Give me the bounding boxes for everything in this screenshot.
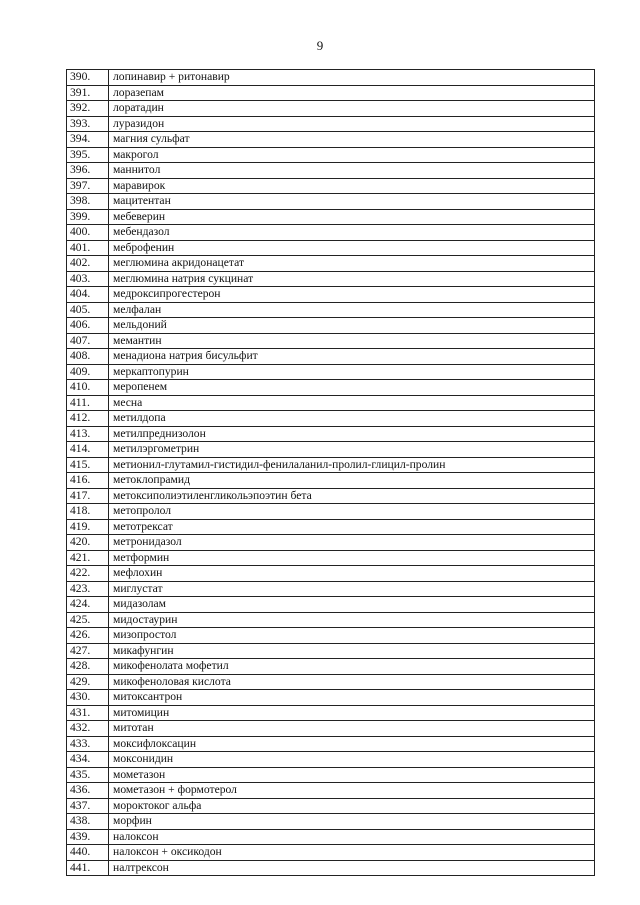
row-number-cell: 409. (67, 364, 109, 380)
row-number-cell: 423. (67, 581, 109, 597)
row-number-cell: 400. (67, 225, 109, 241)
drug-name-cell: метоклопрамид (109, 473, 595, 489)
row-number-cell: 407. (67, 333, 109, 349)
drug-name-cell: мебеверин (109, 209, 595, 225)
table-row (67, 659, 595, 675)
table-row (67, 674, 595, 690)
drug-name-cell: моксифлоксацин (109, 736, 595, 752)
table-row (67, 829, 595, 845)
table-row (67, 845, 595, 861)
table-row (67, 147, 595, 163)
drug-name-cell: маравирок (109, 178, 595, 194)
drug-name-cell: метформин (109, 550, 595, 566)
row-number-cell: 392. (67, 101, 109, 117)
drug-name-cell: митоксантрон (109, 690, 595, 706)
row-number-cell: 402. (67, 256, 109, 272)
row-number-cell: 431. (67, 705, 109, 721)
row-number-cell: 424. (67, 597, 109, 613)
table-row (67, 814, 595, 830)
table-row (67, 132, 595, 148)
row-number-cell: 411. (67, 395, 109, 411)
row-number-cell: 408. (67, 349, 109, 365)
row-number-cell: 397. (67, 178, 109, 194)
row-number-cell: 441. (67, 860, 109, 876)
drug-name-cell: миглустат (109, 581, 595, 597)
drug-name-cell: макрогол (109, 147, 595, 163)
drug-name-cell: мебендазол (109, 225, 595, 241)
row-number-cell: 410. (67, 380, 109, 396)
drug-name-cell: метионил-глутамил-гистидил-фенилаланил-пролил-глицил-пролин (109, 457, 595, 473)
drug-name-cell: налтрексон (109, 860, 595, 876)
row-number-cell: 412. (67, 411, 109, 427)
drug-name-cell: моксонидин (109, 752, 595, 768)
row-number-cell: 418. (67, 504, 109, 520)
drug-name-cell: мацитентан (109, 194, 595, 210)
drug-name-cell: мидазолам (109, 597, 595, 613)
table-row (67, 535, 595, 551)
row-number-cell: 399. (67, 209, 109, 225)
drug-name-cell: мельдоний (109, 318, 595, 334)
drug-name-cell: лоразепам (109, 85, 595, 101)
drug-list-table (66, 69, 595, 876)
drug-name-cell: медроксипрогестерон (109, 287, 595, 303)
table-row (67, 798, 595, 814)
table-row (67, 519, 595, 535)
table-row (67, 178, 595, 194)
table-row (67, 256, 595, 272)
drug-name-cell: магния сульфат (109, 132, 595, 148)
drug-name-cell: митотан (109, 721, 595, 737)
table-row (67, 395, 595, 411)
drug-name-cell: метотрексат (109, 519, 595, 535)
table-row (67, 116, 595, 132)
row-number-cell: 417. (67, 488, 109, 504)
drug-name-cell: менадиона натрия бисульфит (109, 349, 595, 365)
table-row (67, 783, 595, 799)
drug-name-cell: мелфалан (109, 302, 595, 318)
table-row (67, 380, 595, 396)
drug-name-cell: метронидазол (109, 535, 595, 551)
row-number-cell: 413. (67, 426, 109, 442)
drug-name-cell: мизопростол (109, 628, 595, 644)
row-number-cell: 421. (67, 550, 109, 566)
table-row (67, 721, 595, 737)
row-number-cell: 416. (67, 473, 109, 489)
table-row (67, 597, 595, 613)
drug-name-cell: меброфенин (109, 240, 595, 256)
drug-name-cell: метилдопа (109, 411, 595, 427)
row-number-cell: 438. (67, 814, 109, 830)
table-row (67, 442, 595, 458)
row-number-cell: 405. (67, 302, 109, 318)
drug-name-cell: морфин (109, 814, 595, 830)
table-row (67, 457, 595, 473)
row-number-cell: 435. (67, 767, 109, 783)
row-number-cell: 436. (67, 783, 109, 799)
table-row (67, 101, 595, 117)
row-number-cell: 430. (67, 690, 109, 706)
drug-name-cell: мефлохин (109, 566, 595, 582)
drug-name-cell: мометазон + формотерол (109, 783, 595, 799)
row-number-cell: 390. (67, 70, 109, 86)
table-row (67, 163, 595, 179)
table-row (67, 628, 595, 644)
row-number-cell: 434. (67, 752, 109, 768)
row-number-cell: 403. (67, 271, 109, 287)
drug-name-cell: меркаптопурин (109, 364, 595, 380)
table-row (67, 690, 595, 706)
drug-name-cell: микафунгин (109, 643, 595, 659)
row-number-cell: 406. (67, 318, 109, 334)
drug-name-cell: луразидон (109, 116, 595, 132)
drug-name-cell: месна (109, 395, 595, 411)
row-number-cell: 439. (67, 829, 109, 845)
table-row (67, 767, 595, 783)
row-number-cell: 404. (67, 287, 109, 303)
drug-name-cell: меглюмина акридонацетат (109, 256, 595, 272)
table-row (67, 581, 595, 597)
table-row (67, 70, 595, 86)
drug-name-cell: метоксиполиэтиленгликольэпоэтин бета (109, 488, 595, 504)
row-number-cell: 425. (67, 612, 109, 628)
drug-name-cell: метилпреднизолон (109, 426, 595, 442)
row-number-cell: 415. (67, 457, 109, 473)
drug-name-cell: микофеноловая кислота (109, 674, 595, 690)
table-row (67, 426, 595, 442)
row-number-cell: 394. (67, 132, 109, 148)
drug-name-cell: мидостаурин (109, 612, 595, 628)
table-row (67, 85, 595, 101)
table-row (67, 333, 595, 349)
row-number-cell: 440. (67, 845, 109, 861)
table-row (67, 271, 595, 287)
row-number-cell: 393. (67, 116, 109, 132)
row-number-cell: 428. (67, 659, 109, 675)
table-row (67, 860, 595, 876)
row-number-cell: 433. (67, 736, 109, 752)
row-number-cell: 395. (67, 147, 109, 163)
drug-name-cell: лоратадин (109, 101, 595, 117)
row-number-cell: 426. (67, 628, 109, 644)
table-row (67, 504, 595, 520)
row-number-cell: 432. (67, 721, 109, 737)
table-row (67, 240, 595, 256)
table-row (67, 364, 595, 380)
row-number-cell: 429. (67, 674, 109, 690)
table-row (67, 302, 595, 318)
row-number-cell: 396. (67, 163, 109, 179)
drug-name-cell: метопролол (109, 504, 595, 520)
table-row (67, 287, 595, 303)
row-number-cell: 419. (67, 519, 109, 535)
table-row (67, 752, 595, 768)
page-number: 9 (316, 38, 324, 53)
table-row (67, 225, 595, 241)
row-number-cell: 437. (67, 798, 109, 814)
drug-name-cell: мороктоког альфа (109, 798, 595, 814)
table-row (67, 488, 595, 504)
table-row (67, 612, 595, 628)
drug-name-cell: лопинавир + ритонавир (109, 70, 595, 86)
drug-name-cell: налоксон (109, 829, 595, 845)
drug-name-cell: меропенем (109, 380, 595, 396)
row-number-cell: 420. (67, 535, 109, 551)
drug-name-cell: метилэргометрин (109, 442, 595, 458)
drug-list-body (67, 70, 595, 876)
row-number-cell: 398. (67, 194, 109, 210)
table-row (67, 318, 595, 334)
table-row (67, 411, 595, 427)
drug-name-cell: маннитол (109, 163, 595, 179)
table-row (67, 550, 595, 566)
table-row (67, 194, 595, 210)
table-row (67, 705, 595, 721)
drug-name-cell: налоксон + оксикодон (109, 845, 595, 861)
table-row (67, 643, 595, 659)
drug-name-cell: мометазон (109, 767, 595, 783)
row-number-cell: 427. (67, 643, 109, 659)
table-row (67, 349, 595, 365)
table-row (67, 473, 595, 489)
drug-name-cell: меглюмина натрия сукцинат (109, 271, 595, 287)
row-number-cell: 422. (67, 566, 109, 582)
drug-name-cell: митомицин (109, 705, 595, 721)
row-number-cell: 401. (67, 240, 109, 256)
table-row (67, 209, 595, 225)
row-number-cell: 391. (67, 85, 109, 101)
row-number-cell: 414. (67, 442, 109, 458)
table-row (67, 736, 595, 752)
drug-name-cell: мемантин (109, 333, 595, 349)
drug-name-cell: микофенолата мофетил (109, 659, 595, 675)
table-row (67, 566, 595, 582)
